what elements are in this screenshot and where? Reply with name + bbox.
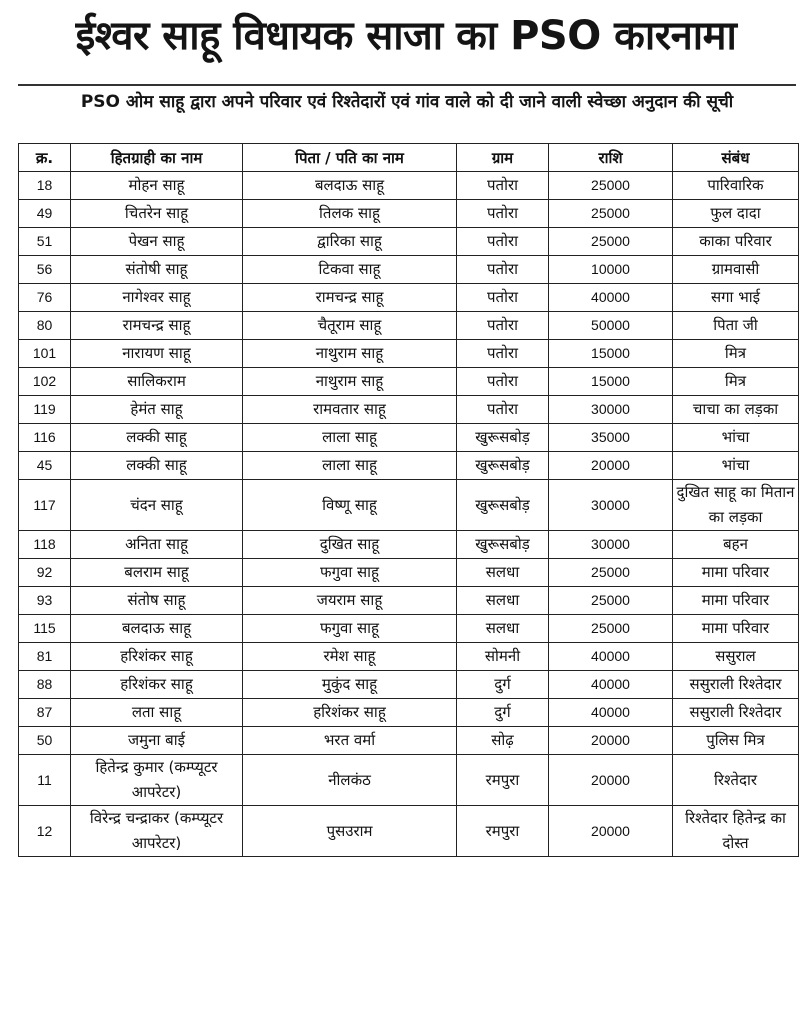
cell-serial: 81 (19, 643, 71, 671)
cell-amount: 25000 (549, 559, 673, 587)
cell-village: पतोरा (457, 256, 549, 284)
table-row (19, 200, 799, 228)
cell-serial: 92 (19, 559, 71, 587)
cell-parent-name: हरिशंकर साहू (243, 699, 457, 727)
cell-amount: 25000 (549, 615, 673, 643)
cell-parent-name: टिकवा साहू (243, 256, 457, 284)
table-row (19, 806, 799, 857)
cell-parent-name: दुखित साहू (243, 531, 457, 559)
cell-relation: मामा परिवार (673, 587, 799, 615)
cell-serial: 50 (19, 727, 71, 755)
header-beneficiary-name: हितग्राही का नाम (71, 144, 243, 172)
cell-relation: मित्र (673, 340, 799, 368)
cell-serial: 56 (19, 256, 71, 284)
cell-relation: ससुराल (673, 643, 799, 671)
cell-beneficiary-name: संतोषी साहू (71, 256, 243, 284)
table-row (19, 340, 799, 368)
table-row (19, 699, 799, 727)
table-row (19, 172, 799, 200)
cell-amount: 20000 (549, 806, 673, 857)
cell-parent-name: विष्णू साहू (243, 480, 457, 531)
cell-beneficiary-name: विरेन्द्र चन्द्राकर (कम्प्यूटर आपरेटर) (71, 806, 243, 857)
cell-relation: सगा भाई (673, 284, 799, 312)
table-row (19, 615, 799, 643)
table-row (19, 587, 799, 615)
table-row (19, 284, 799, 312)
cell-relation: ससुराली रिश्तेदार (673, 699, 799, 727)
cell-parent-name: तिलक साहू (243, 200, 457, 228)
cell-village: दुर्ग (457, 671, 549, 699)
table-row (19, 452, 799, 480)
cell-serial: 102 (19, 368, 71, 396)
cell-amount: 40000 (549, 699, 673, 727)
cell-beneficiary-name: पेखन साहू (71, 228, 243, 256)
table-row (19, 228, 799, 256)
header-serial: क्र. (19, 144, 71, 172)
cell-beneficiary-name: सालिकराम (71, 368, 243, 396)
cell-relation: काका परिवार (673, 228, 799, 256)
cell-parent-name: रामवतार साहू (243, 396, 457, 424)
cell-serial: 118 (19, 531, 71, 559)
table-row (19, 643, 799, 671)
cell-relation: रिश्तेदार (673, 755, 799, 806)
cell-beneficiary-name: नारायण साहू (71, 340, 243, 368)
cell-relation: मित्र (673, 368, 799, 396)
cell-parent-name: जयराम साहू (243, 587, 457, 615)
cell-beneficiary-name: अनिता साहू (71, 531, 243, 559)
cell-beneficiary-name: लता साहू (71, 699, 243, 727)
cell-amount: 40000 (549, 671, 673, 699)
cell-relation: मामा परिवार (673, 559, 799, 587)
table-header-row (19, 144, 799, 172)
cell-parent-name: पुसउराम (243, 806, 457, 857)
header-parent-name: पिता / पति का नाम (243, 144, 457, 172)
cell-serial: 119 (19, 396, 71, 424)
cell-amount: 50000 (549, 312, 673, 340)
header-village: ग्राम (457, 144, 549, 172)
cell-parent-name: रामचन्द्र साहू (243, 284, 457, 312)
cell-parent-name: लाला साहू (243, 452, 457, 480)
cell-amount: 30000 (549, 531, 673, 559)
cell-amount: 40000 (549, 284, 673, 312)
cell-village: पतोरा (457, 200, 549, 228)
cell-relation: भांचा (673, 424, 799, 452)
cell-amount: 30000 (549, 480, 673, 531)
cell-relation: ससुराली रिश्तेदार (673, 671, 799, 699)
cell-parent-name: मुकुंद साहू (243, 671, 457, 699)
cell-beneficiary-name: बलदाऊ साहू (71, 615, 243, 643)
cell-serial: 11 (19, 755, 71, 806)
cell-beneficiary-name: लक्की साहू (71, 452, 243, 480)
beneficiary-table (18, 143, 799, 857)
cell-relation: चाचा का लड़का (673, 396, 799, 424)
cell-village: सोढ़ (457, 727, 549, 755)
cell-serial: 80 (19, 312, 71, 340)
cell-parent-name: द्वारिका साहू (243, 228, 457, 256)
table-row (19, 396, 799, 424)
cell-relation: दुखित साहू का मितान का लड़का (673, 480, 799, 531)
cell-relation: फुल दादा (673, 200, 799, 228)
cell-amount: 25000 (549, 587, 673, 615)
cell-serial: 115 (19, 615, 71, 643)
cell-serial: 45 (19, 452, 71, 480)
cell-parent-name: चैतूराम साहू (243, 312, 457, 340)
cell-amount: 15000 (549, 340, 673, 368)
cell-parent-name: नाथुराम साहू (243, 368, 457, 396)
table-row (19, 424, 799, 452)
cell-beneficiary-name: संतोष साहू (71, 587, 243, 615)
table-row (19, 559, 799, 587)
table-row (19, 755, 799, 806)
cell-village: खुरूसबोड़ (457, 452, 549, 480)
cell-relation: पारिवारिक (673, 172, 799, 200)
cell-beneficiary-name: चितरेन साहू (71, 200, 243, 228)
cell-beneficiary-name: बलराम साहू (71, 559, 243, 587)
cell-village: रमपुरा (457, 755, 549, 806)
cell-serial: 49 (19, 200, 71, 228)
cell-village: सलधा (457, 587, 549, 615)
cell-relation: भांचा (673, 452, 799, 480)
cell-village: पतोरा (457, 396, 549, 424)
header-relation: संबंध (673, 144, 799, 172)
cell-amount: 20000 (549, 727, 673, 755)
cell-serial: 76 (19, 284, 71, 312)
cell-village: पतोरा (457, 284, 549, 312)
header-amount: राशि (549, 144, 673, 172)
cell-beneficiary-name: हितेन्द्र कुमार (कम्प्यूटर आपरेटर) (71, 755, 243, 806)
cell-parent-name: फगुवा साहू (243, 615, 457, 643)
cell-village: पतोरा (457, 340, 549, 368)
cell-serial: 93 (19, 587, 71, 615)
cell-beneficiary-name: हरिशंकर साहू (71, 671, 243, 699)
cell-serial: 18 (19, 172, 71, 200)
table-row (19, 671, 799, 699)
cell-beneficiary-name: लक्की साहू (71, 424, 243, 452)
cell-parent-name: नीलकंठ (243, 755, 457, 806)
cell-amount: 35000 (549, 424, 673, 452)
cell-village: खुरूसबोड़ (457, 531, 549, 559)
cell-relation: बहन (673, 531, 799, 559)
cell-serial: 88 (19, 671, 71, 699)
cell-village: रमपुरा (457, 806, 549, 857)
cell-village: दुर्ग (457, 699, 549, 727)
table-row (19, 480, 799, 531)
cell-parent-name: भरत वर्मा (243, 727, 457, 755)
cell-amount: 25000 (549, 172, 673, 200)
cell-amount: 10000 (549, 256, 673, 284)
table-row (19, 256, 799, 284)
cell-serial: 87 (19, 699, 71, 727)
table-row (19, 727, 799, 755)
cell-amount: 25000 (549, 228, 673, 256)
table-row (19, 312, 799, 340)
table-row (19, 368, 799, 396)
cell-amount: 15000 (549, 368, 673, 396)
cell-relation: पुलिस मित्र (673, 727, 799, 755)
cell-beneficiary-name: रामचन्द्र साहू (71, 312, 243, 340)
cell-serial: 116 (19, 424, 71, 452)
cell-beneficiary-name: हरिशंकर साहू (71, 643, 243, 671)
cell-beneficiary-name: जमुना बाई (71, 727, 243, 755)
cell-parent-name: फगुवा साहू (243, 559, 457, 587)
page-headline: ईश्वर साहू विधायक साजा का PSO कारनामा (75, 13, 737, 59)
cell-parent-name: नाथुराम साहू (243, 340, 457, 368)
cell-serial: 51 (19, 228, 71, 256)
cell-amount: 25000 (549, 200, 673, 228)
cell-village: पतोरा (457, 172, 549, 200)
cell-village: खुरूसबोड़ (457, 424, 549, 452)
cell-parent-name: बलदाऊ साहू (243, 172, 457, 200)
divider (18, 84, 796, 86)
cell-relation: पिता जी (673, 312, 799, 340)
cell-amount: 20000 (549, 452, 673, 480)
cell-beneficiary-name: चंदन साहू (71, 480, 243, 531)
cell-village: पतोरा (457, 228, 549, 256)
cell-parent-name: रमेश साहू (243, 643, 457, 671)
cell-amount: 20000 (549, 755, 673, 806)
cell-village: पतोरा (457, 368, 549, 396)
cell-village: खुरूसबोड़ (457, 480, 549, 531)
cell-village: सलधा (457, 559, 549, 587)
cell-village: सोमनी (457, 643, 549, 671)
table-row (19, 531, 799, 559)
cell-serial: 117 (19, 480, 71, 531)
cell-amount: 30000 (549, 396, 673, 424)
cell-parent-name: लाला साहू (243, 424, 457, 452)
cell-serial: 12 (19, 806, 71, 857)
cell-relation: रिश्तेदार हितेन्द्र का दोस्त (673, 806, 799, 857)
cell-amount: 40000 (549, 643, 673, 671)
cell-village: पतोरा (457, 312, 549, 340)
cell-beneficiary-name: मोहन साहू (71, 172, 243, 200)
cell-village: सलधा (457, 615, 549, 643)
cell-beneficiary-name: हेमंत साहू (71, 396, 243, 424)
list-subtitle: PSO ओम साहू द्वारा अपने परिवार एवं रिश्तेदारों एवं गांव वाले को दी जाने वाली स्वेच्छा अनुदान की सूची (80, 92, 734, 112)
cell-relation: ग्रामवासी (673, 256, 799, 284)
cell-serial: 101 (19, 340, 71, 368)
cell-relation: मामा परिवार (673, 615, 799, 643)
cell-beneficiary-name: नागेश्वर साहू (71, 284, 243, 312)
